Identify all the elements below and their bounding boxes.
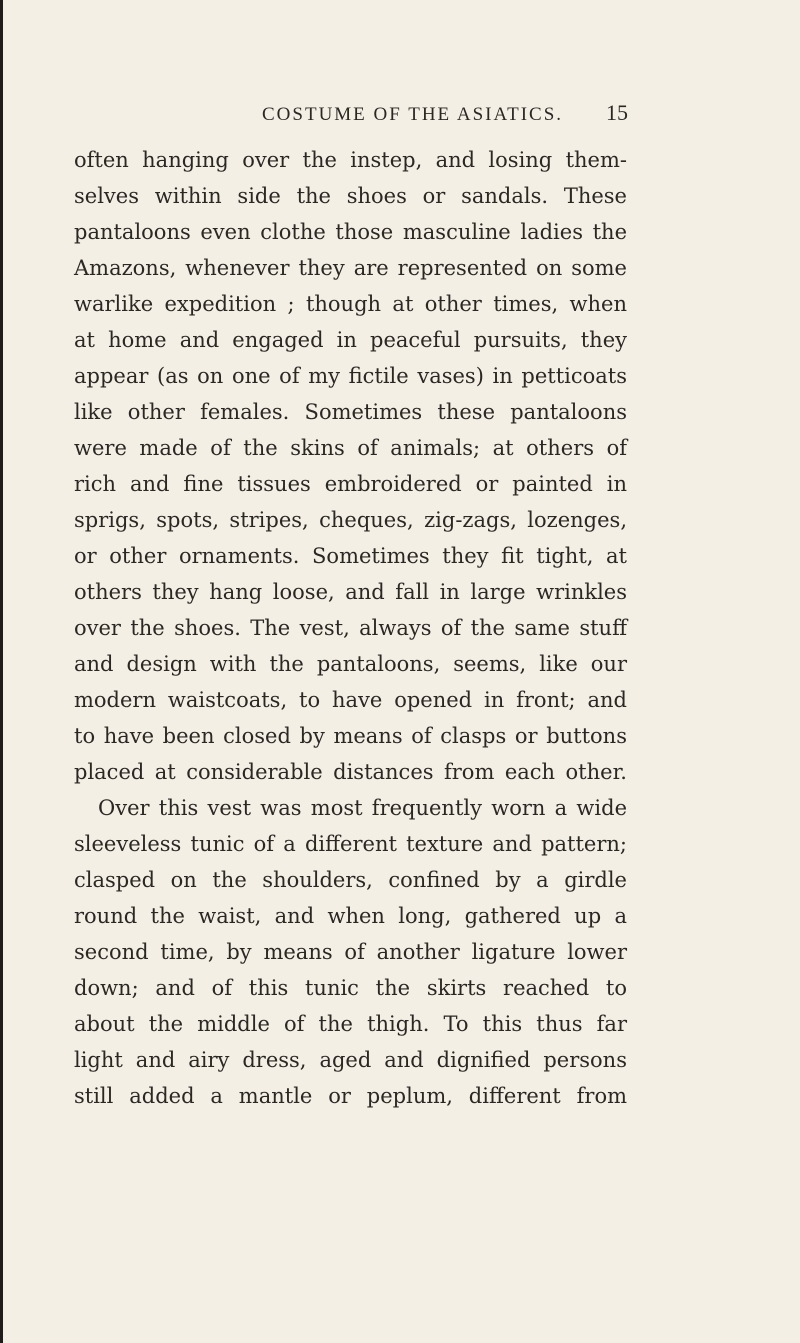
text-line: clasped on the shoulders, confined by a girdle — [74, 868, 627, 892]
text-line: round the waist, and when long, gathered up a — [74, 904, 627, 928]
page-number: 15 — [606, 100, 628, 125]
text-line: were made of the skins of animals; at others of — [74, 436, 627, 460]
text-line: over the shoes. The vest, always of the same stuff — [74, 616, 627, 640]
text-line: often hanging over the instep, and losing them- — [74, 148, 627, 172]
text-line: modern waistcoats, to have opened in front; and — [74, 688, 627, 712]
text-line: pantaloons even clothe those masculine ladies the — [74, 220, 627, 244]
text-line: Over this vest was most frequently worn a wide — [98, 796, 627, 820]
text-line: like other females. Sometimes these pantaloons — [74, 400, 627, 424]
text-line: selves within side the shoes or sandals. These — [74, 184, 627, 208]
text-line: sleeveless tunic of a different texture and pattern; — [74, 832, 627, 856]
text-line: others they hang loose, and fall in large wrinkles — [74, 580, 627, 604]
text-line: sprigs, spots, stripes, cheques, zig-zags, lozenges, — [74, 508, 627, 532]
running-head: COSTUME OF THE ASIATICS. — [262, 104, 564, 125]
text-line: and design with the pantaloons, seems, like our — [74, 652, 627, 676]
text-line: down; and of this tunic the skirts reached to — [74, 976, 627, 1000]
text-line: or other ornaments. Sometimes they fit tight, at — [74, 544, 627, 568]
text-line: warlike expedition ; though at other times, when — [74, 292, 627, 316]
text-line: about the middle of the thigh. To this thus far — [74, 1012, 627, 1036]
text-line: Amazons, whenever they are represented on some — [74, 256, 627, 280]
text-line: placed at considerable distances from each other. — [74, 760, 627, 784]
text-line: still added a mantle or peplum, different from — [74, 1084, 627, 1108]
page-edge-shadow — [0, 0, 3, 1343]
text-line: light and airy dress, aged and dignified persons — [74, 1048, 627, 1072]
text-line: rich and fine tissues embroidered or painted in — [74, 472, 627, 496]
text-line: to have been closed by means of clasps or buttons — [74, 724, 627, 748]
text-line: second time, by means of another ligature lower — [74, 940, 627, 964]
text-line: appear (as on one of my fictile vases) in petticoats — [74, 364, 627, 388]
text-line: at home and engaged in peaceful pursuits, they — [74, 328, 627, 352]
